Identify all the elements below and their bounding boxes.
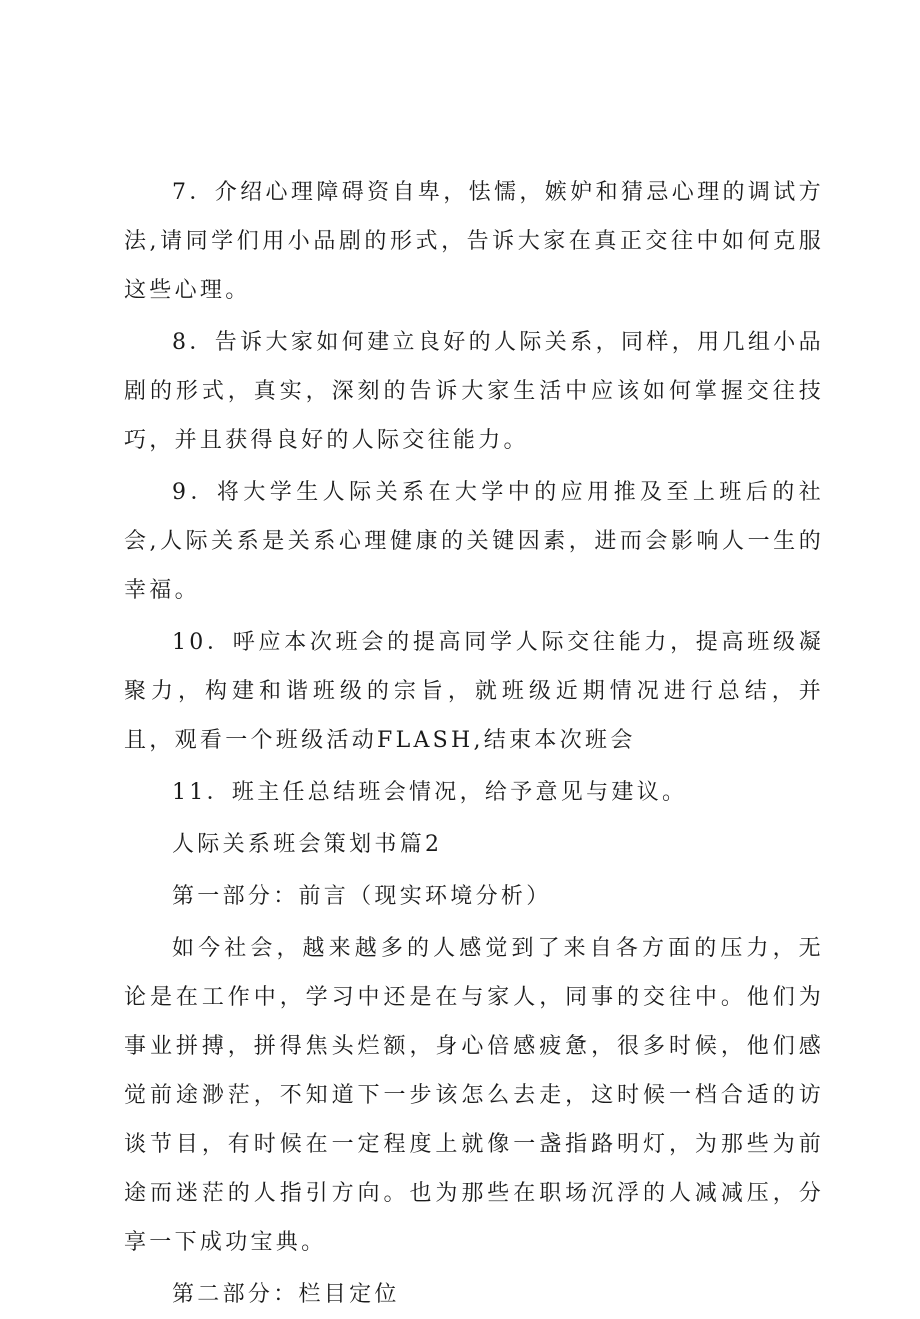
part-two-heading: 第二部分：栏目定位 bbox=[172, 1282, 400, 1307]
part-one-heading: 第一部分：前言（现实环境分析） bbox=[172, 884, 552, 909]
paragraph-item-10: 10．呼应本次班会的提高同学人际交往能力，提高班级凝聚力，构建和谐班级的宗旨，就班级近期情况进行总结，并且，观看一个班级活动FLASH,结束本次班会 bbox=[124, 630, 824, 753]
document-body bbox=[124, 168, 824, 1319]
paragraph-item-11: 11．班主任总结班会情况，给予意见与建议。 bbox=[172, 780, 688, 805]
body-paragraph: 如今社会，越来越多的人感觉到了来自各方面的压力，无论是在工作中，学习中还是在与家人，同事的交往中。他们为事业拼搏，拼得焦头烂额，身心倍感疲惫，很多时候，他们感觉前途渺茫，不知道下一步该怎么去走，这时候一档合适的访谈节目，有时候在一定程度上就像一盏指路明灯，为那些为前途而迷茫的人指引方向。也为那些在职场沉浮的人减减压，分享一下成功宝典。 bbox=[124, 936, 824, 1255]
paragraph-item-8: 8．告诉大家如何建立良好的人际关系，同样，用几组小品剧的形式，真实，深刻的告诉大家生活中应该如何掌握交往技巧，并且获得良好的人际交往能力。 bbox=[124, 330, 824, 453]
section-heading: 人际关系班会策划书篇2 bbox=[172, 832, 443, 857]
paragraph-item-7: 7．介绍心理障碍资自卑，怯懦，嫉妒和猜忌心理的调试方法,请同学们用小品剧的形式，告诉大家在真正交往中如何克服这些心理。 bbox=[124, 180, 824, 303]
paragraph-item-9: 9．将大学生人际关系在大学中的应用推及至上班后的社会,人际关系是关系心理健康的关键因素，进而会影响人一生的幸福。 bbox=[124, 480, 824, 603]
